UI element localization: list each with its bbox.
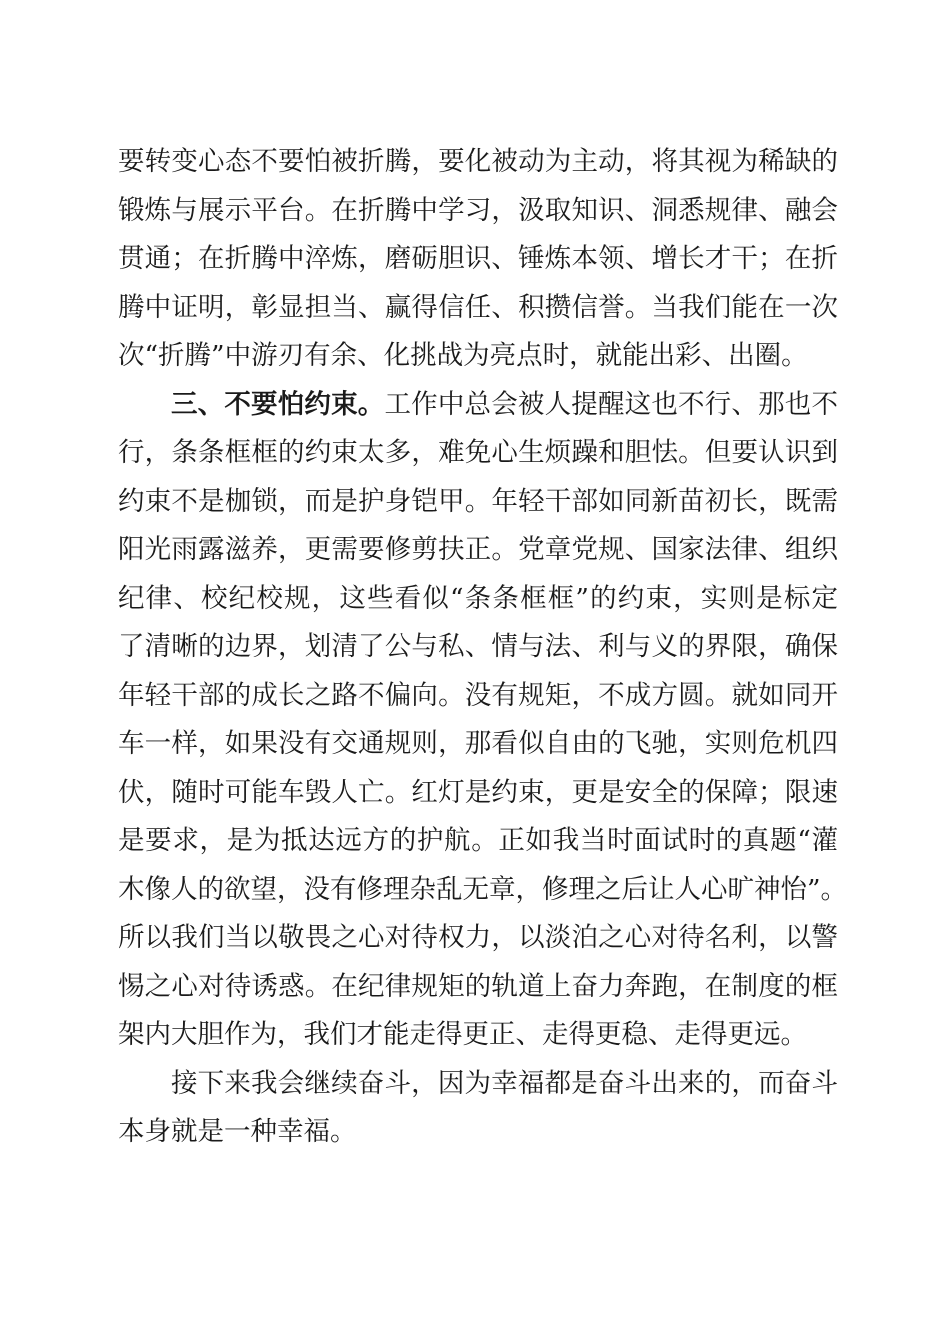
section-3-line: 年轻干部的成长之路不偏向。没有规矩，不成方圆。就如同开 (118, 679, 838, 711)
section-3-heading: 三、不要怕约束。 (171, 388, 385, 420)
closing-line: 接下来我会继续奋斗，因为幸福都是奋斗出来的，而奋斗 (171, 1067, 838, 1099)
section-3-line: 阳光雨露滋养，更需要修剪扶正。党章党规、国家法律、组织 (118, 534, 838, 565)
paragraph-1-line: 贯通；在折腾中淬炼，磨砺胆识、锤炼本领、增长才干；在折 (118, 243, 838, 274)
paragraph-1-line: 要转变心态不要怕被折腾，要化被动为主动，将其视为稀缺的 (118, 146, 838, 177)
section-3-line: 是要求，是为抵达远方的护航。正如我当时面试时的真题“灌 (118, 825, 838, 856)
section-3-line: 惕之心对待诱惑。在纪律规矩的轨道上奋力奔跑，在制度的框 (118, 970, 838, 1002)
section-3-line: 所以我们当以敬畏之心对待权力，以淡泊之心对待名利，以警 (118, 922, 838, 953)
section-3-line: 车一样，如果没有交通规则，那看似自由的飞驰，实则危机四 (118, 728, 838, 759)
document-body (118, 138, 848, 1157)
closing-line: 本身就是一种幸福。 (118, 1116, 357, 1147)
section-3-line: 木像人的欲望，没有修理杂乱无章，修理之后让人心旷神怡”。 (118, 873, 848, 905)
section-3-line: 了清晰的边界，划清了公与私、情与法、利与义的界限，确保 (118, 631, 838, 662)
section-3-first-line (118, 381, 838, 430)
section-3-line: 纪律、校纪校规，这些看似“条条框框”的约束，实则是标定 (118, 582, 838, 614)
paragraph-1-line: 锻炼与展示平台。在折腾中学习，汲取知识、洞悉规律、融会 (118, 194, 838, 226)
section-3-line: 约束不是枷锁，而是护身铠甲。年轻干部如同新苗初长，既需 (118, 485, 838, 517)
section-3-line: 行，条条框框的约束太多，难免心生烦躁和胆怯。但要认识到 (118, 437, 838, 468)
paragraph-1-line: 次“折腾”中游刃有余、化挑战为亮点时，就能出彩、出圈。 (118, 340, 808, 371)
section-3-first-line-text: 工作中总会被人提醒这也不行、那也不 (384, 388, 838, 420)
paragraph-1-line: 腾中证明，彰显担当、赢得信任、积攒信誉。当我们能在一次 (118, 291, 838, 323)
section-3-line: 伏，随时可能车毁人亡。红灯是约束，更是安全的保障；限速 (118, 776, 838, 808)
section-3-line: 架内大胆作为，我们才能走得更正、走得更稳、走得更远。 (118, 1019, 807, 1050)
